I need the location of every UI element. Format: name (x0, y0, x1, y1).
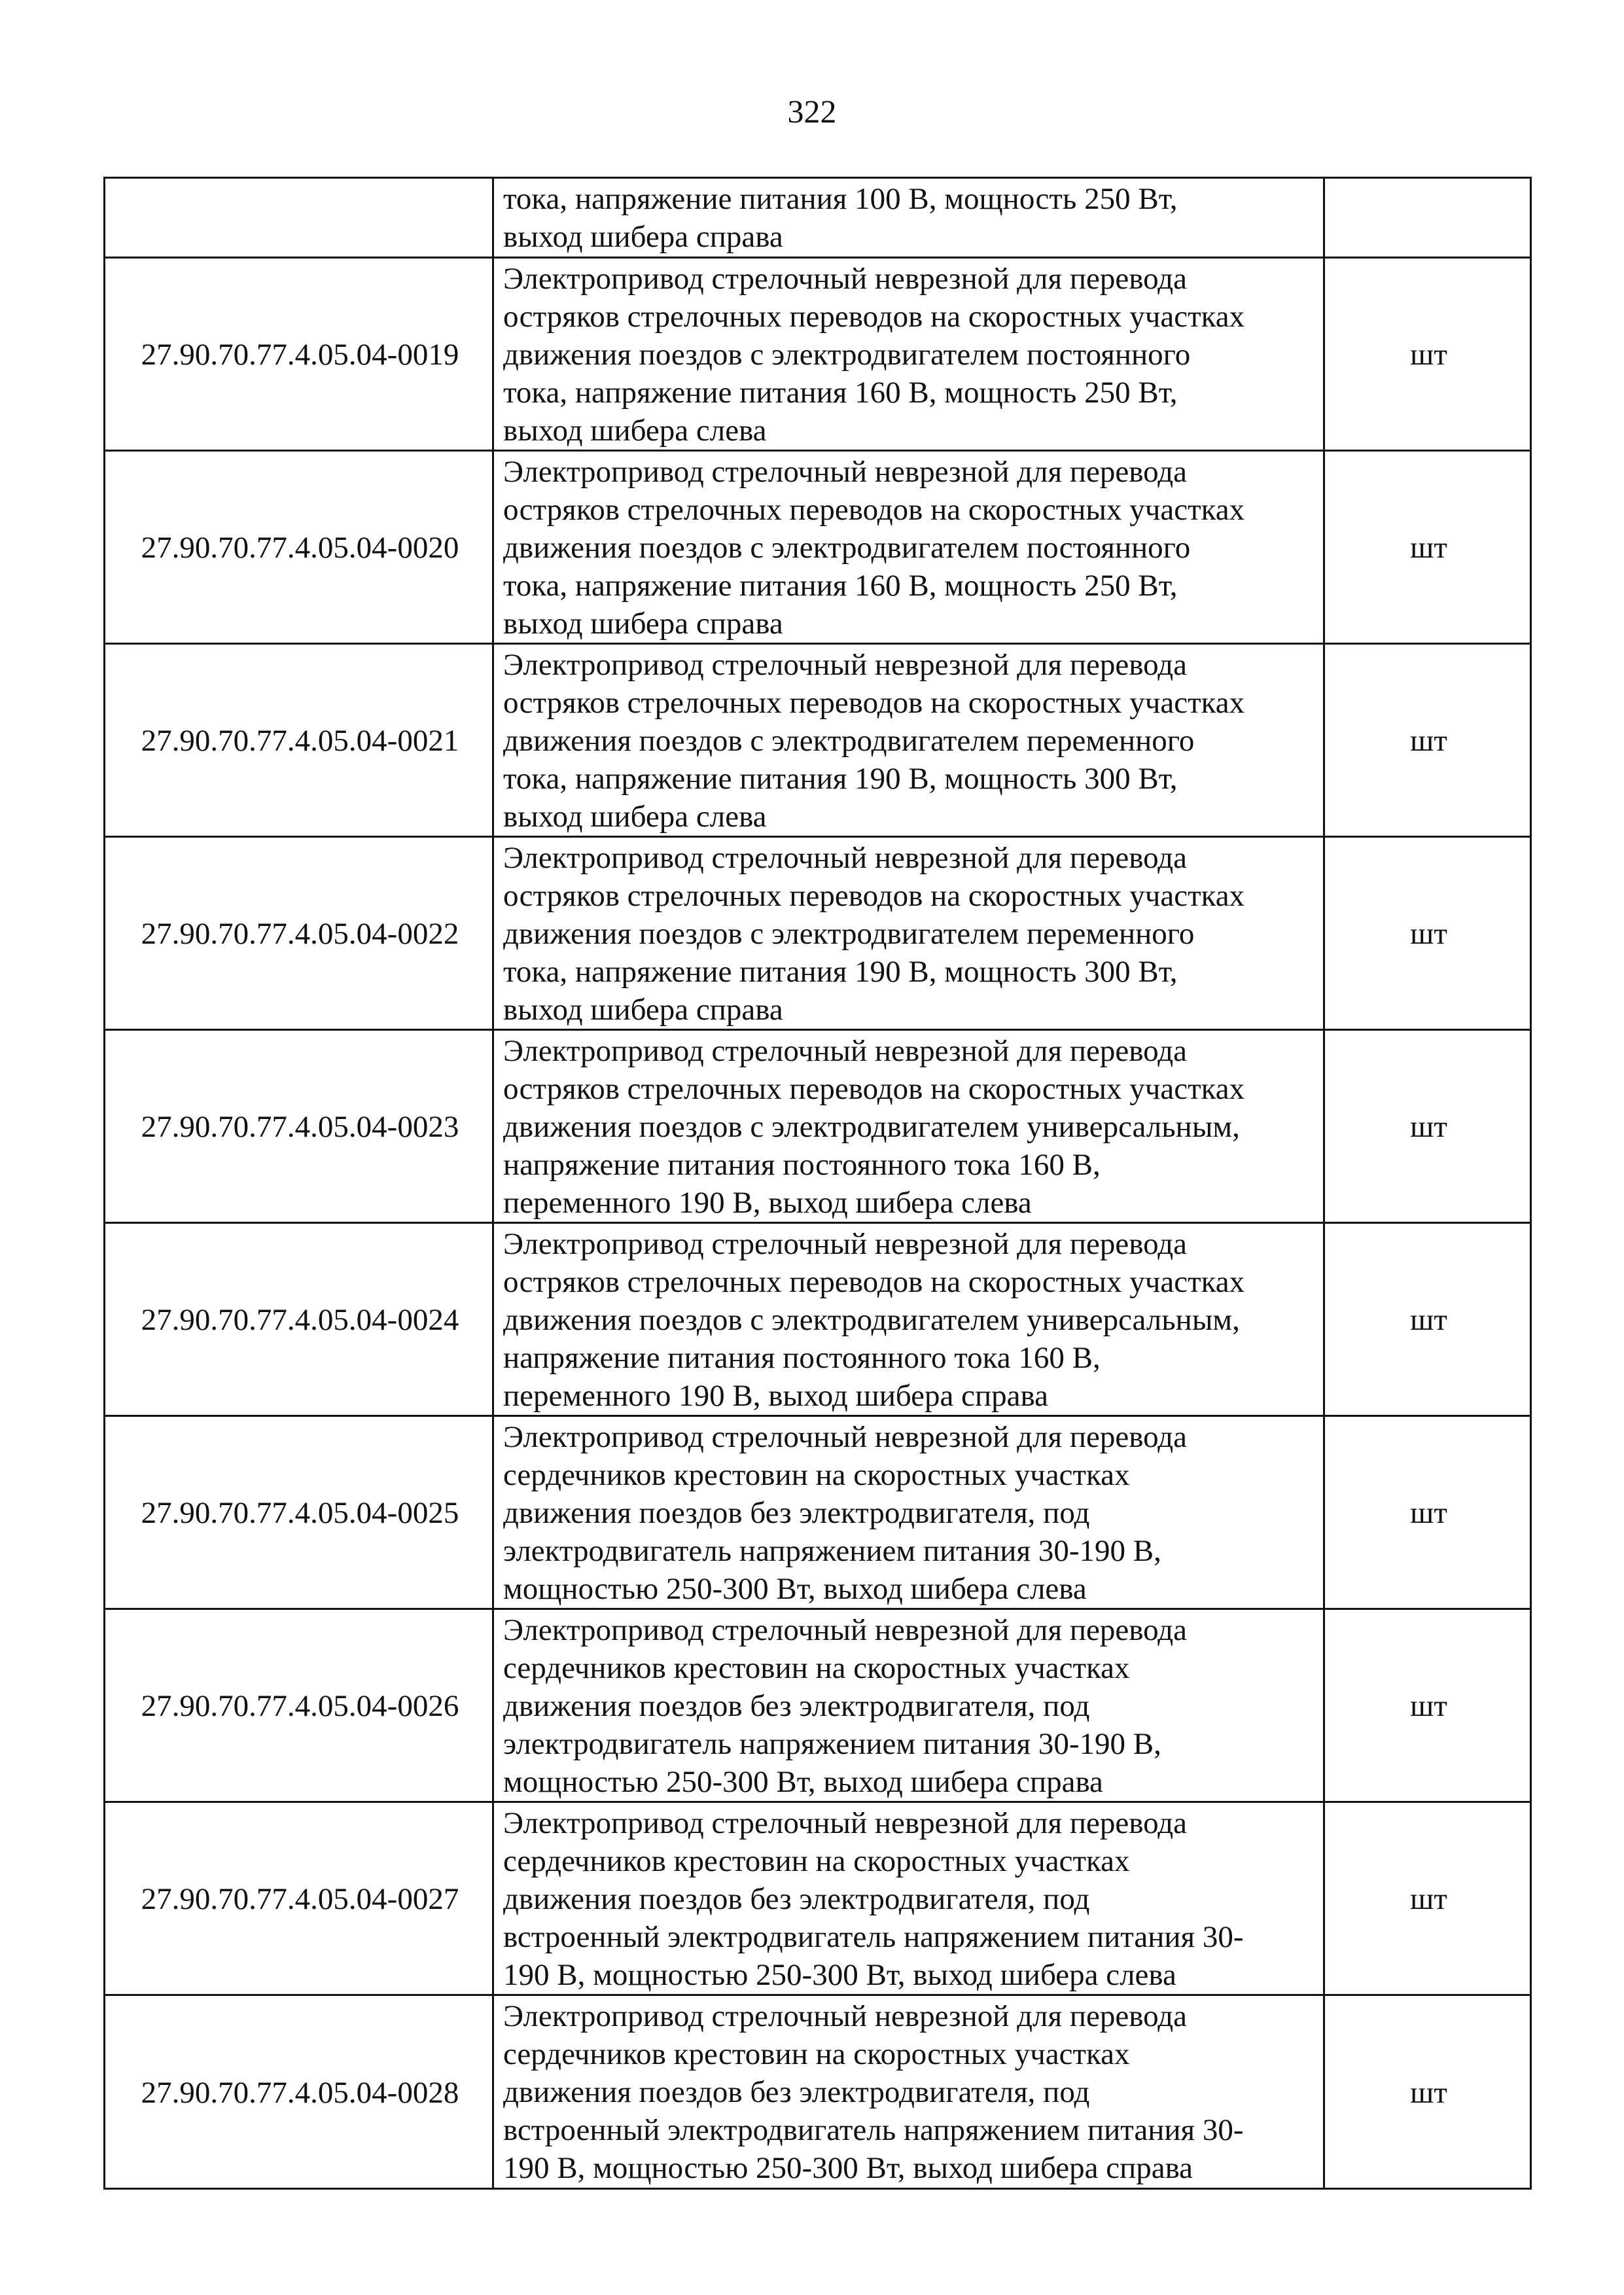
description-line: выход шибера справа (503, 993, 783, 1027)
description-line: движения поездов без электродвигателя, под (503, 2075, 1090, 2109)
description-line: 190 В, мощностью 250-300 Вт, выход шибера слева (503, 1958, 1176, 1992)
catalog-table (103, 177, 1532, 2190)
description-line: тока, напряжение питания 190 В, мощность 300 Вт, (503, 762, 1178, 796)
code-cell: 27.90.70.77.4.05.04-0019 (105, 258, 493, 451)
page-number: 322 (787, 93, 837, 130)
code-cell: 27.90.70.77.4.05.04-0022 (105, 837, 493, 1030)
description-line: Электропривод стрелочный неврезной для перевода (503, 1034, 1188, 1068)
description-line: сердечников крестовин на скоростных участках (503, 1844, 1130, 1878)
unit-cell (1324, 178, 1531, 258)
description-cell (493, 1802, 1324, 1995)
description-cell (493, 258, 1324, 451)
description-line: остряков стрелочных переводов на скоростных участках (503, 879, 1245, 913)
description-line: выход шибера справа (503, 220, 783, 254)
description-line: мощностью 250-300 Вт, выход шибера слева (503, 1572, 1087, 1606)
unit-cell: шт (1324, 1609, 1531, 1802)
code-cell: 27.90.70.77.4.05.04-0028 (105, 1995, 493, 2189)
description-line: Электропривод стрелочный неврезной для перевода (503, 1227, 1188, 1261)
unit-cell: шт (1324, 1416, 1531, 1609)
description-line: Электропривод стрелочный неврезной для перевода (503, 1613, 1188, 1647)
description-line: сердечников крестовин на скоростных участках (503, 1651, 1130, 1685)
description-line: движения поездов с электродвигателем постоянного (503, 531, 1191, 565)
code-cell (105, 178, 493, 258)
description-line: мощностью 250-300 Вт, выход шибера справа (503, 1765, 1103, 1799)
description-cell (493, 178, 1324, 258)
description-line: остряков стрелочных переводов на скоростных участках (503, 493, 1245, 527)
description-line: переменного 190 В, выход шибера слева (503, 1186, 1032, 1220)
table-row (105, 258, 1531, 451)
description-line: 190 В, мощностью 250-300 Вт, выход шибера справа (503, 2151, 1193, 2185)
code-cell: 27.90.70.77.4.05.04-0024 (105, 1223, 493, 1416)
description-line: сердечников крестовин на скоростных участках (503, 2037, 1130, 2071)
table-row (105, 1802, 1531, 1995)
description-line: движения поездов с электродвигателем универсальным, (503, 1303, 1240, 1337)
description-line: выход шибера справа (503, 607, 783, 641)
table-row (105, 1609, 1531, 1802)
description-line: выход шибера слева (503, 800, 767, 834)
description-line: тока, напряжение питания 190 В, мощность 300 Вт, (503, 955, 1178, 989)
code-cell: 27.90.70.77.4.05.04-0026 (105, 1609, 493, 1802)
description-line: Электропривод стрелочный неврезной для перевода (503, 455, 1188, 489)
description-cell (493, 1995, 1324, 2189)
description-line: Электропривод стрелочный неврезной для перевода (503, 1420, 1188, 1454)
description-cell (493, 1030, 1324, 1223)
description-cell (493, 451, 1324, 644)
description-line: остряков стрелочных переводов на скоростных участках (503, 300, 1245, 334)
description-line: встроенный электродвигатель напряжением питания 30- (503, 2113, 1244, 2147)
description-line: остряков стрелочных переводов на скоростных участках (503, 1265, 1245, 1299)
table-row (105, 1223, 1531, 1416)
table-row (105, 1416, 1531, 1609)
code-cell: 27.90.70.77.4.05.04-0023 (105, 1030, 493, 1223)
unit-cell: шт (1324, 1802, 1531, 1995)
description-line: переменного 190 В, выход шибера справа (503, 1379, 1048, 1413)
table-row (105, 1995, 1531, 2189)
description-line: остряков стрелочных переводов на скоростных участках (503, 686, 1245, 720)
description-line: тока, напряжение питания 100 В, мощность 250 Вт, (503, 182, 1178, 216)
unit-cell: шт (1324, 644, 1531, 837)
table-row (105, 451, 1531, 644)
unit-cell: шт (1324, 837, 1531, 1030)
description-line: движения поездов с электродвигателем универсальным, (503, 1110, 1240, 1144)
description-line: движения поездов с электродвигателем постоянного (503, 338, 1191, 372)
description-line: Электропривод стрелочный неврезной для перевода (503, 262, 1188, 296)
unit-cell: шт (1324, 451, 1531, 644)
description-cell (493, 644, 1324, 837)
description-line: движения поездов с электродвигателем переменного (503, 917, 1195, 951)
table-row (105, 644, 1531, 837)
description-cell (493, 1223, 1324, 1416)
unit-cell: шт (1324, 1223, 1531, 1416)
table-row (105, 837, 1531, 1030)
table-row (105, 1030, 1531, 1223)
description-line: движения поездов без электродвигателя, под (503, 1689, 1090, 1723)
description-line: электродвигатель напряжением питания 30-190 В, (503, 1534, 1161, 1568)
description-line: Электропривод стрелочный неврезной для перевода (503, 1999, 1188, 2033)
description-line: электродвигатель напряжением питания 30-190 В, (503, 1727, 1161, 1761)
description-line: встроенный электродвигатель напряжением питания 30- (503, 1920, 1244, 1954)
description-line: тока, напряжение питания 160 В, мощность 250 Вт, (503, 376, 1178, 410)
unit-cell: шт (1324, 1030, 1531, 1223)
description-line: напряжение питания постоянного тока 160 В, (503, 1341, 1101, 1375)
description-line: сердечников крестовин на скоростных участках (503, 1458, 1130, 1492)
description-line: выход шибера слева (503, 414, 767, 448)
catalog-table-body (105, 178, 1531, 2189)
description-cell (493, 837, 1324, 1030)
description-line: движения поездов без электродвигателя, под (503, 1496, 1090, 1530)
unit-cell: шт (1324, 1995, 1531, 2189)
description-line: Электропривод стрелочный неврезной для перевода (503, 648, 1188, 682)
description-line: движения поездов с электродвигателем переменного (503, 724, 1195, 758)
code-cell: 27.90.70.77.4.05.04-0027 (105, 1802, 493, 1995)
description-cell (493, 1609, 1324, 1802)
description-line: Электропривод стрелочный неврезной для перевода (503, 1806, 1188, 1840)
description-line: Электропривод стрелочный неврезной для перевода (503, 841, 1188, 875)
description-line: напряжение питания постоянного тока 160 В, (503, 1148, 1101, 1182)
table-row-continuation (105, 178, 1531, 258)
description-line: движения поездов без электродвигателя, под (503, 1882, 1090, 1916)
code-cell: 27.90.70.77.4.05.04-0020 (105, 451, 493, 644)
code-cell: 27.90.70.77.4.05.04-0021 (105, 644, 493, 837)
unit-cell: шт (1324, 258, 1531, 451)
description-line: остряков стрелочных переводов на скоростных участках (503, 1072, 1245, 1106)
code-cell: 27.90.70.77.4.05.04-0025 (105, 1416, 493, 1609)
description-line: тока, напряжение питания 160 В, мощность 250 Вт, (503, 569, 1178, 603)
description-cell (493, 1416, 1324, 1609)
